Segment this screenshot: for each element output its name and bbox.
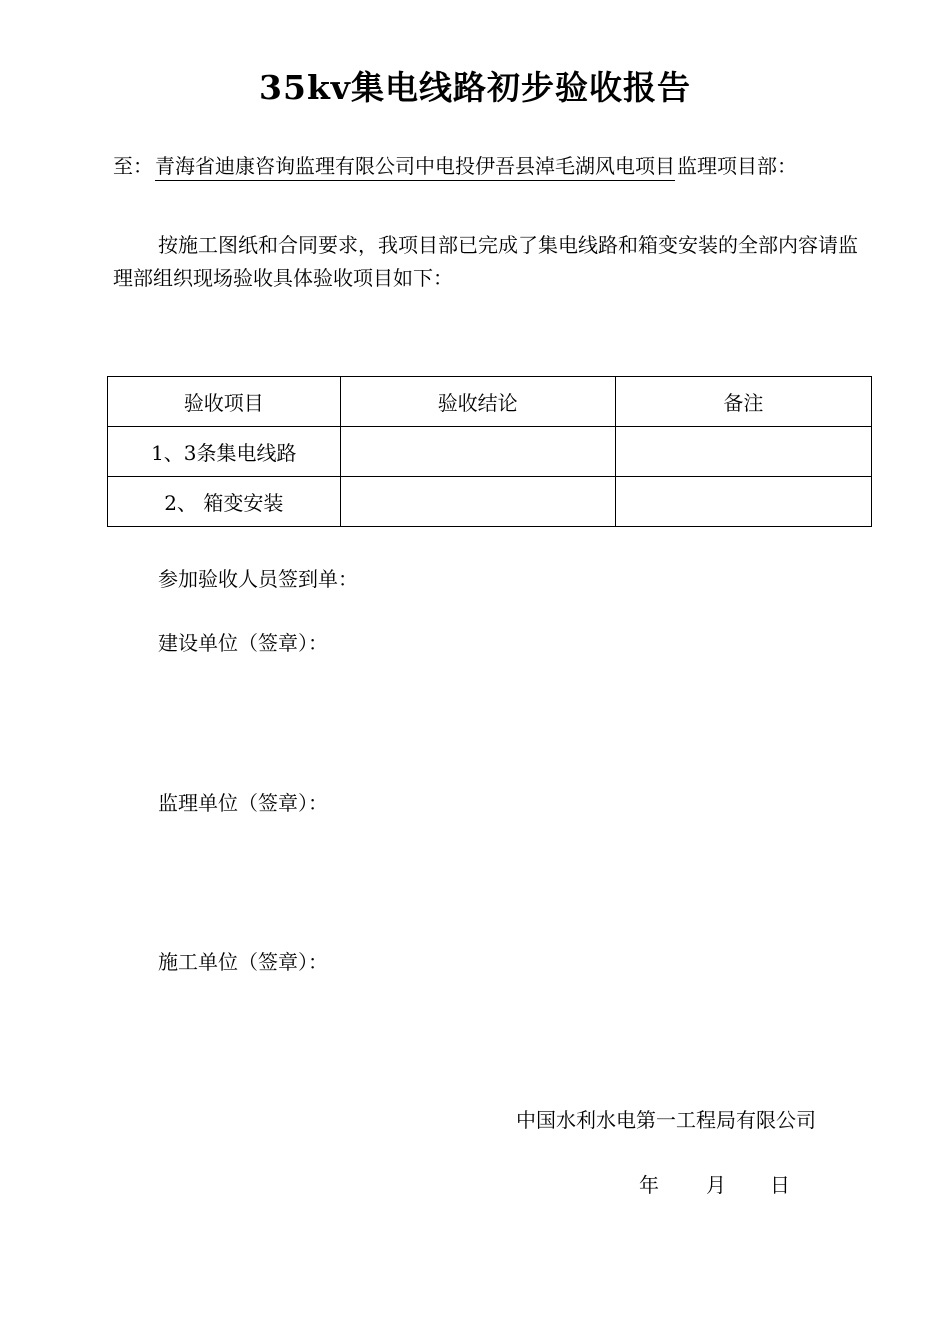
date-line xyxy=(639,1169,790,1198)
attendance-label: 参加验收人员签到单： xyxy=(158,567,358,591)
intro-paragraph: 按施工图纸和合同要求，我项目部已完成了集电线路和箱变安装的全部内容请监理部组织现场验收具体验收项目如下： xyxy=(113,233,858,290)
acceptance-items-table xyxy=(107,376,872,527)
header-item: 验收项目 xyxy=(108,377,341,427)
addressee-prefix: 至： xyxy=(113,154,153,178)
table-row xyxy=(108,477,872,527)
cell-item: 2、 箱变安装 xyxy=(108,477,341,527)
table-row xyxy=(108,427,872,477)
header-remarks: 备注 xyxy=(615,377,871,427)
report-title: 35kv集电线路初步验收报告 xyxy=(259,68,691,107)
company-name: 中国水利水电第一工程局有限公司 xyxy=(516,1108,816,1132)
cell-conclusion xyxy=(340,477,615,527)
cell-conclusion xyxy=(340,427,615,477)
date-day: 日 xyxy=(770,1173,790,1197)
table-header-row xyxy=(108,377,872,427)
date-year: 年 xyxy=(639,1173,659,1197)
signature-construction-owner: 建设单位（签章）： xyxy=(158,631,328,655)
signature-supervisor: 监理单位（签章）： xyxy=(158,791,328,815)
signature-contractor: 施工单位（签章）： xyxy=(158,950,328,974)
addressee-recipient: 青海省迪康咨询监理有限公司中电投伊吾县淖毛湖风电项目 xyxy=(155,154,675,181)
addressee-suffix: 监理项目部： xyxy=(677,154,797,178)
header-conclusion: 验收结论 xyxy=(340,377,615,427)
cell-item: 1、3条集电线路 xyxy=(108,427,341,477)
cell-remarks xyxy=(615,477,871,527)
date-month: 月 xyxy=(706,1173,726,1197)
cell-remarks xyxy=(615,427,871,477)
addressee-line xyxy=(113,150,797,179)
